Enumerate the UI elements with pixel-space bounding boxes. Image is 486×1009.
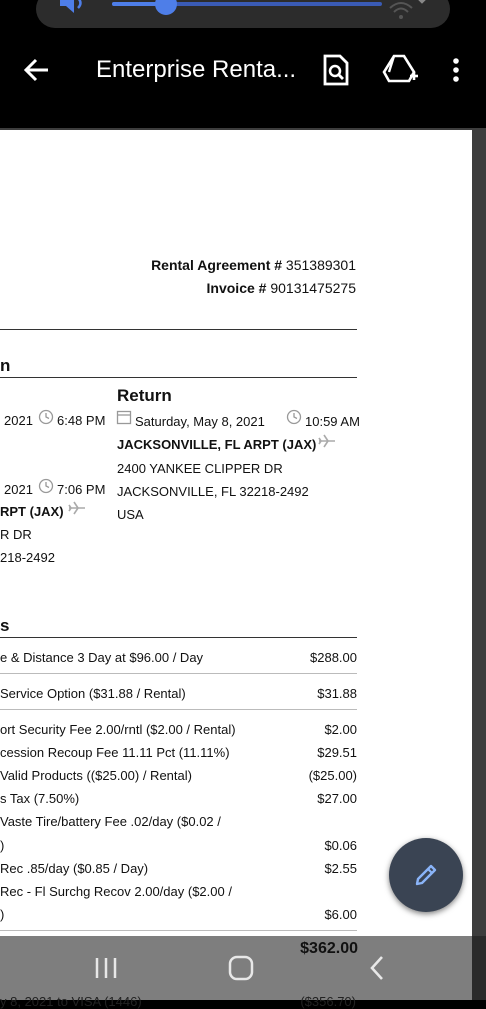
return-country: USA xyxy=(117,507,144,522)
return-time: 10:59 AM xyxy=(305,414,360,429)
pickup-time-2: 7:06 PM xyxy=(57,482,106,497)
chevron-down-icon[interactable] xyxy=(410,0,434,10)
clock-icon xyxy=(286,409,302,425)
charge-amount: $6.00 xyxy=(324,907,357,922)
airplane-icon xyxy=(68,500,86,516)
pickup-time: 6:48 PM xyxy=(57,413,106,428)
back-nav-icon[interactable] xyxy=(354,948,402,988)
charge-amount: $27.00 xyxy=(317,791,357,806)
return-address: 2400 YANKEE CLIPPER DR xyxy=(117,461,283,476)
invoice-number: 90131475275 xyxy=(270,280,356,296)
add-to-drive-icon[interactable] xyxy=(380,50,420,90)
edit-button[interactable] xyxy=(389,838,463,912)
return-heading: Return xyxy=(117,386,172,405)
pickup-date-fragment-2: 2021 xyxy=(4,482,33,497)
return-city: JACKSONVILLE, FL 32218-2492 xyxy=(117,484,309,499)
charge-amount: $31.88 xyxy=(317,686,357,701)
payment-amount: ($356.70) xyxy=(300,994,356,1009)
pickup-heading: n xyxy=(0,356,11,375)
payment-line: y 8, 2021 to VISA (1446) xyxy=(0,994,142,1009)
home-icon[interactable] xyxy=(217,948,265,988)
arrow-left-icon[interactable] xyxy=(18,50,58,90)
charge-desc: e & Distance 3 Day at $96.00 / Day xyxy=(0,650,204,665)
total-amount: $362.00 xyxy=(300,940,358,957)
charge-desc: Valid Products (($25.00) / Rental) xyxy=(0,768,192,783)
charge-desc: ort Security Fee 2.00/rntl ($2.00 / Rental) xyxy=(0,722,236,737)
calendar-icon xyxy=(116,409,132,425)
pdf-viewer[interactable] xyxy=(0,128,486,936)
status-bar xyxy=(0,0,486,28)
charge-amount: $29.51 xyxy=(317,745,357,760)
divider xyxy=(0,329,357,330)
rental-agreement-number: 351389301 xyxy=(285,257,356,273)
return-location: JACKSONVILLE, FL ARPT (JAX) xyxy=(117,437,317,452)
charge-amount: ($25.00) xyxy=(308,768,357,783)
charge-desc: Service Option ($31.88 / Rental) xyxy=(0,686,186,701)
divider xyxy=(0,377,357,378)
clock-icon xyxy=(38,409,54,425)
pickup-date-fragment: 2021 xyxy=(4,413,33,428)
charge-desc: Rec - Fl Surchg Recov 2.00/day ($2.00 / xyxy=(0,884,232,899)
document-title: Enterprise Renta... xyxy=(96,56,297,83)
pencil-icon xyxy=(413,862,439,888)
charge-desc: Vaste Tire/battery Fee .02/day ($0.02 / xyxy=(0,814,221,829)
charge-amount: $0.06 xyxy=(324,838,357,853)
charge-desc: Rec .85/day ($0.85 / Day) xyxy=(0,861,149,876)
system-nav-bar xyxy=(0,936,472,1009)
charge-amount: $2.00 xyxy=(324,722,357,737)
more-vert-icon[interactable] xyxy=(440,50,472,90)
charge-desc: ) xyxy=(0,907,5,922)
recent-apps-icon[interactable] xyxy=(82,948,130,988)
clock-icon xyxy=(38,478,54,494)
app-bar xyxy=(0,28,486,128)
charge-desc: s Tax (7.50%) xyxy=(0,791,80,806)
charge-desc: cession Recoup Fee 11.11 Pct (11.11%) xyxy=(0,745,230,760)
charge-amount: $288.00 xyxy=(310,650,357,665)
volume-icon[interactable] xyxy=(56,0,90,20)
find-in-page-icon[interactable] xyxy=(316,50,356,90)
divider xyxy=(0,930,357,931)
divider xyxy=(0,673,357,674)
divider xyxy=(0,709,357,710)
rental-agreement-label: Rental Agreement # xyxy=(151,257,283,273)
return-date: Saturday, May 8, 2021 xyxy=(135,414,265,429)
airplane-icon xyxy=(318,433,336,449)
rental-agreement xyxy=(151,257,356,273)
invoice-number-line xyxy=(207,280,356,296)
charge-amount: $2.55 xyxy=(324,861,357,876)
pickup-address: R DR xyxy=(0,527,32,542)
pdf-page xyxy=(0,130,472,936)
charge-desc: ) xyxy=(0,838,5,853)
pickup-location: RPT (JAX) xyxy=(0,504,64,519)
invoice-label: Invoice # xyxy=(206,280,267,296)
charges-heading: s xyxy=(0,616,10,635)
divider xyxy=(0,637,357,638)
nav-bar-edge xyxy=(472,936,486,1000)
pickup-city: 218-2492 xyxy=(0,550,55,565)
